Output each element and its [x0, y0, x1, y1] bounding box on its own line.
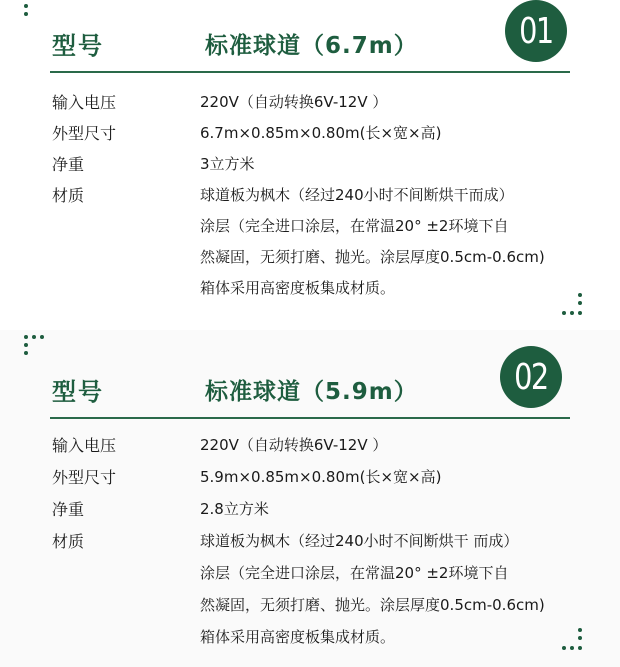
- decor-dot: [578, 646, 582, 650]
- material-label: 材质: [52, 532, 85, 551]
- decor-dot: [24, 343, 28, 347]
- product-section-1: [0, 0, 620, 330]
- decor-dot: [578, 311, 582, 315]
- header-divider: [50, 71, 570, 73]
- decor-dot: [40, 335, 44, 339]
- number-badge: [505, 0, 567, 62]
- header-divider: [50, 417, 570, 419]
- decor-dot: [578, 636, 582, 640]
- decor-dot: [24, 335, 28, 339]
- decor-dot: [578, 293, 582, 297]
- decor-dot: [24, 351, 28, 355]
- dimensions-value: 6.7m×0.85m×0.80m(长×宽×高): [200, 124, 442, 142]
- weight-label: 净重: [52, 500, 85, 519]
- model-label: 型号: [52, 378, 104, 406]
- badge-number: 01: [519, 10, 553, 52]
- number-badge: [500, 346, 562, 408]
- badge-number: 02: [514, 356, 548, 398]
- material-line: 然凝固，无须打磨、抛光。涂层厚度0.5cm-0.6cm): [200, 248, 545, 266]
- product-title: 标准球道（5.9m）: [205, 379, 418, 405]
- voltage-label: 输入电压: [52, 436, 117, 455]
- decor-dot: [24, 12, 28, 16]
- decor-dot: [32, 335, 36, 339]
- decor-dot: [570, 646, 574, 650]
- weight-value: 3立方米: [200, 155, 255, 173]
- decor-dot: [578, 628, 582, 632]
- dimensions-value: 5.9m×0.85m×0.80m(长×宽×高): [200, 468, 442, 486]
- material-line: 然凝固，无须打磨、抛光。涂层厚度0.5cm-0.6cm): [200, 596, 545, 614]
- model-label: 型号: [52, 32, 104, 60]
- decor-dot: [562, 646, 566, 650]
- product-section-2: [0, 330, 620, 667]
- material-line: 涂层（完全进口涂层，在常温20° ±2环境下自: [200, 564, 509, 582]
- weight-label: 净重: [52, 155, 85, 174]
- material-line: 球道板为枫木（经过240小时不间断烘干 而成）: [200, 532, 519, 550]
- dimensions-label: 外型尺寸: [52, 124, 117, 143]
- voltage-label: 输入电压: [52, 93, 117, 112]
- dimensions-label: 外型尺寸: [52, 468, 117, 487]
- voltage-value: 220V（自动转换6V-12V ）: [200, 93, 388, 111]
- material-line: 箱体采用高密度板集成材质。: [200, 628, 396, 646]
- decor-dot: [24, 4, 28, 8]
- material-line: 箱体采用高密度板集成材质。: [200, 279, 396, 297]
- material-line: 球道板为枫木（经过240小时不间断烘干而成）: [200, 186, 514, 204]
- voltage-value: 220V（自动转换6V-12V ）: [200, 436, 388, 454]
- material-line: 涂层（完全进口涂层，在常温20° ±2环境下自: [200, 217, 509, 235]
- weight-value: 2.8立方米: [200, 500, 269, 518]
- decor-dot: [562, 311, 566, 315]
- decor-dot: [578, 301, 582, 305]
- product-title: 标准球道（6.7m）: [205, 33, 418, 59]
- material-label: 材质: [52, 186, 85, 205]
- decor-dot: [570, 311, 574, 315]
